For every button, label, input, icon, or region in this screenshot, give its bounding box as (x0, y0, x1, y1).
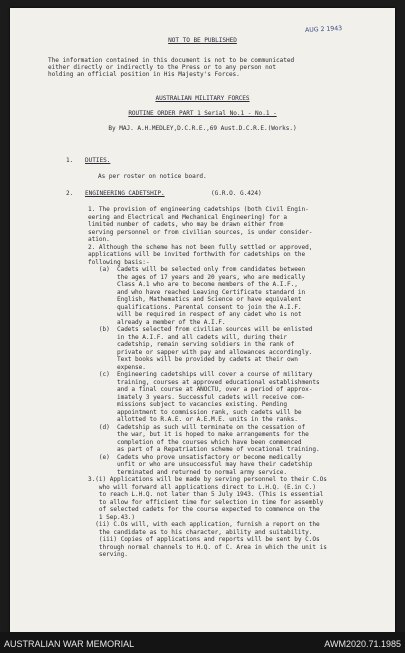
body-line: (b) Cadets selected from civilian sources will be enlisted (88, 326, 313, 333)
body-line: terminated and returned to normal army service. (88, 468, 288, 476)
body-line: 1 Sep.43.) (88, 513, 136, 521)
body-line: appointment to commission rank, such cadets will be (88, 408, 302, 416)
body-line: will be required in respect of any cadet who is not (88, 311, 302, 318)
body-line: serving. (88, 551, 128, 558)
notice-line-1: The information contained in this document is not to be communicated (48, 57, 295, 64)
body-line: the ages of 17 years and 20 years, who are medically (88, 273, 306, 281)
body-line: in the A.I.F. and all cadets will, during their (88, 333, 288, 341)
body-line: 1. The provision of engineering cadetships (both Civil Engin- (88, 206, 309, 213)
body-line: ation. (88, 236, 110, 243)
body-line: Text books will be provided by cadets at their own (88, 356, 298, 363)
body-line: allotted to R.A.E. or A.E.M.E. units in the ranks. (88, 416, 298, 423)
body-line: the candidate as to his character, ability and suitability. (88, 528, 313, 536)
body-line: English, Mathematics and Science or have equivalent (88, 296, 302, 303)
body-line: who will forward all applications direct to L.H.Q. (E.in C.) (88, 483, 316, 491)
body-line: imately 3 years. Successful cadets will receive com- (88, 393, 306, 401)
body-line: and who have reached Leaving Certificate standard in (88, 288, 306, 296)
body-line: (iii) Copies of applications and reports will be sent by C.Os (88, 536, 320, 543)
body-line: Class A.1 who are to become members of the A.I.F., (88, 281, 298, 288)
body-line: (ii) C.Os will, with each application, furnish a report on the (88, 521, 320, 528)
body-line: missions subject to vacancies existing. Pending (88, 401, 288, 408)
body-line: (a) Cadets will be selected only from candidates between (88, 266, 306, 273)
body-line: limited number of cadets, who may be drawn either from (88, 221, 284, 228)
body-line: eering and Electrical and Mechanical Engineering) for a (88, 213, 288, 221)
body-line: of selected cadets for the course expected to commence on the (88, 506, 320, 513)
date-stamp: AUG 2 1943 (304, 25, 343, 34)
order-heading: ROUTINE ORDER PART 1 Serial No.1 - No.1 - (128, 110, 277, 117)
body-line: the war, but it is hoped to make arrangements for the (88, 431, 309, 438)
footer-accession-number: AWM2020.71.1985 (324, 639, 401, 649)
body-line: as part of a Repatriation scheme of vocational training. (88, 446, 320, 453)
body-line: qualifications. Parental consent to join the A.I.F. (88, 303, 302, 311)
body-line: cadetship, remain serving soldiers in the rank of (88, 341, 295, 348)
body-line: following basis:- (88, 258, 150, 266)
body-line: through normal channels to H.Q. of C. Area in which the unit is (88, 543, 327, 551)
body-line: (d) Cadetship as such will terminate on the cessation of (88, 423, 306, 431)
footer-bar (0, 632, 405, 653)
body-line: and a final course at ANOCTU, over a period of approx- (88, 386, 313, 393)
body-line: applications will be invited forthwith for cadetships on the (88, 251, 306, 258)
body-line: private or sapper with pay and allowances accordingly. (88, 348, 313, 356)
section-2-reference: (G.R.O. G.424) (211, 190, 262, 197)
body-line: 3.(i) Applications will be made by serving personnel to their C.Os (88, 476, 327, 483)
section-2-title: ENGINEERING CADETSHIP. (85, 190, 165, 197)
section-2-number: 2. (66, 190, 74, 197)
body-line: already a member of the A.I.F. (88, 318, 226, 326)
body-line: (c) Engineering cadetships will cover a course of military (88, 371, 313, 378)
body-line: serving personnel or from civilian sources, is under consider- (88, 228, 313, 236)
section-1-text: As per roster on notice board. (98, 173, 207, 180)
body-line: to reach L.H.Q. not later than 5 July 1943. (This is essential (88, 491, 324, 498)
body-line: unfit or who are unsuccessful may have their cadetship (88, 461, 313, 468)
body-line: to allow for efficient time for selection in time for assembly (88, 498, 324, 506)
footer-institution: AUSTRALIAN WAR MEMORIAL (4, 639, 135, 649)
body-line: completion of the courses which have been commenced (88, 438, 302, 446)
body-line: 2. Although the scheme has not been fully settled or approved, (88, 243, 313, 251)
by-line: By MAJ. A.H.MEDLEY,D.C.R.E.,69 Aust.D.C.R.E.(Works.) (108, 125, 297, 132)
section-1-number: 1. (66, 157, 74, 164)
notice-line-3: holding an official position in His Majesty's Forces. (48, 71, 240, 78)
body-line: (e) Cadets who prove unsatisfactory or become medically (88, 453, 302, 461)
body-line: training, courses at approved educational establishments (88, 378, 320, 386)
document-page (10, 8, 395, 632)
section-1-title: DUTIES. (85, 157, 111, 164)
body-line: expense. (88, 363, 146, 371)
notice-line-2: either directly or indirectly to the Press or to any person not (48, 64, 276, 71)
not-published-heading: NOT TO BE PUBLISHED (168, 37, 237, 44)
organisation-heading: AUSTRALIAN MILITARY FORCES (155, 95, 250, 102)
